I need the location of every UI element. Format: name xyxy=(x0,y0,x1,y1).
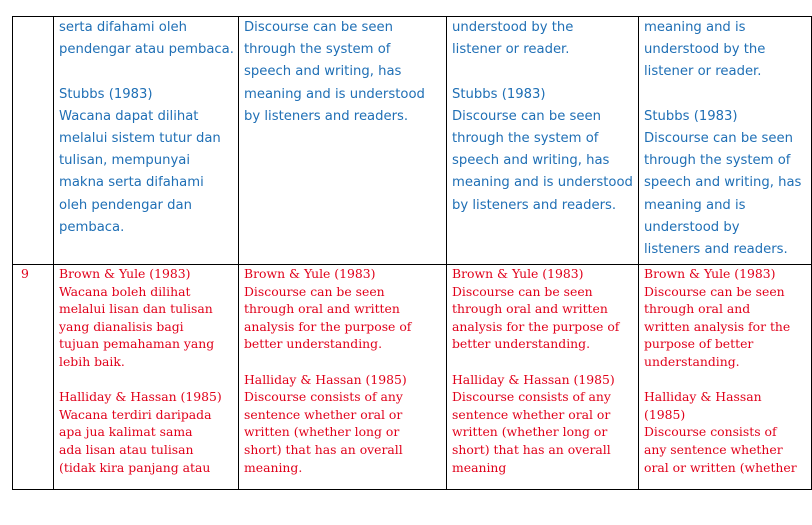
cell-text xyxy=(59,265,234,476)
cell-text xyxy=(452,17,634,217)
text-line: melalui sistem tutur dan xyxy=(59,131,221,146)
text-line: understood by the xyxy=(644,42,766,58)
text-line: Discourse can be seen xyxy=(244,283,385,299)
text-line: Discourse consists of any xyxy=(244,389,403,405)
translation-b-cell xyxy=(447,265,639,490)
text-line: serta difahami oleh xyxy=(59,20,187,35)
text-line: (tidak kira panjang atau xyxy=(59,459,211,475)
text-line: Halliday & Hassan (1985) xyxy=(59,389,222,405)
text-line: Wacana dapat dilihat xyxy=(59,108,199,124)
translation-c-cell xyxy=(639,265,812,490)
text-line: written analysis for the xyxy=(644,318,791,334)
text-line: Brown & Yule (1983) xyxy=(452,266,584,281)
table-row xyxy=(13,265,812,490)
text-line: by listeners and readers. xyxy=(244,108,409,124)
text-line: speech and writing, has xyxy=(244,64,402,80)
text-line: any sentence whether xyxy=(644,441,783,457)
text-line: written (whether long or xyxy=(452,424,608,440)
text-line: yang dianalisis bagi xyxy=(59,318,184,334)
text-line: oral or written (whether xyxy=(644,459,797,475)
text-line: Wacana terdiri daripada xyxy=(59,406,212,422)
paragraph-gap xyxy=(244,353,442,371)
malay-text-cell xyxy=(54,265,239,490)
malay-text-cell xyxy=(54,17,239,265)
cell-text xyxy=(644,17,807,261)
text-line: better understanding. xyxy=(452,336,591,352)
text-line: meaning and is understood xyxy=(244,86,425,102)
cell-text xyxy=(644,265,807,476)
text-line: meaning and is xyxy=(644,20,746,35)
text-line: understanding. xyxy=(644,353,740,369)
paragraph-gap xyxy=(644,371,807,389)
text-line: understood by the xyxy=(452,20,574,35)
text-line: tujuan pemahaman yang xyxy=(59,336,215,352)
text-line: Stubbs (1983) xyxy=(59,86,153,102)
text-line: Discourse can be seen xyxy=(644,131,793,146)
table-row xyxy=(13,17,812,265)
text-line: sentence whether oral or xyxy=(452,406,611,422)
text-line: sentence whether oral or xyxy=(244,406,403,422)
text-line: written (whether long or xyxy=(244,424,400,440)
translation-c-cell xyxy=(639,17,812,265)
text-line: melalui lisan dan tulisan xyxy=(59,301,213,317)
text-line: Stubbs (1983) xyxy=(452,86,546,102)
text-line: listeners and readers. xyxy=(644,242,788,258)
text-line: oleh pendengar dan xyxy=(59,197,192,213)
text-line: lebih baik. xyxy=(59,353,125,369)
text-line: through oral and xyxy=(644,301,751,317)
text-line: tulisan, mempunyai xyxy=(59,153,190,169)
text-line: understood by xyxy=(644,219,740,235)
text-line: Brown & Yule (1983) xyxy=(59,266,191,281)
cell-text xyxy=(244,265,442,476)
text-line: pembaca. xyxy=(59,219,125,235)
paragraph-gap xyxy=(59,61,234,83)
text-line: Halliday & Hassan (1985) xyxy=(244,371,407,387)
text-line: through the system of xyxy=(244,42,391,58)
text-line: by listeners and readers. xyxy=(452,197,617,213)
text-line: Brown & Yule (1983) xyxy=(644,266,776,281)
text-line: apa jua kalimat sama xyxy=(59,424,193,440)
text-line: meaning xyxy=(452,459,507,475)
text-line: speech and writing, has xyxy=(452,153,610,169)
text-line: speech and writing, has xyxy=(644,175,802,191)
text-line: listener or reader. xyxy=(452,42,570,58)
paragraph-gap xyxy=(452,61,634,83)
paragraph-gap xyxy=(644,84,807,106)
text-line: Halliday & Hassan xyxy=(644,389,762,405)
translation-a-cell xyxy=(239,17,447,265)
text-line: short) that has an overall xyxy=(244,441,403,457)
text-line: (1985) xyxy=(644,406,686,422)
text-line: through oral and written xyxy=(244,301,400,317)
text-line: analysis for the purpose of xyxy=(244,318,412,334)
text-line: Discourse can be seen xyxy=(244,20,393,35)
text-line: through the system of xyxy=(644,153,791,169)
text-line: meaning and is xyxy=(644,197,746,213)
text-line: Brown & Yule (1983) xyxy=(244,266,376,281)
text-line: Discourse can be seen xyxy=(644,283,785,299)
text-line: Halliday & Hassan (1985) xyxy=(452,371,615,387)
paragraph-gap xyxy=(452,353,634,371)
text-line: makna serta difahami xyxy=(59,175,204,191)
text-line: through the system of xyxy=(452,131,599,146)
cell-text xyxy=(244,17,442,128)
row-number-cell: 9 xyxy=(13,265,54,490)
translation-a-cell xyxy=(239,265,447,490)
text-line: short) that has an overall xyxy=(452,441,611,457)
cell-text xyxy=(452,265,634,476)
text-line: listener or reader. xyxy=(644,64,762,80)
text-line: Stubbs (1983) xyxy=(644,108,738,124)
text-line: better understanding. xyxy=(244,336,383,352)
text-line: meaning and is understood xyxy=(452,175,633,191)
text-line: Discourse consists of any xyxy=(452,389,611,405)
paragraph-gap xyxy=(59,371,234,389)
translation-table xyxy=(12,16,812,490)
translation-b-cell xyxy=(447,17,639,265)
text-line: Discourse can be seen xyxy=(452,108,601,124)
text-line: purpose of better xyxy=(644,336,754,352)
row-number-cell xyxy=(13,17,54,265)
text-line: pendengar atau pembaca. xyxy=(59,42,234,58)
text-line: through oral and written xyxy=(452,301,608,317)
text-line: Discourse can be seen xyxy=(452,283,593,299)
cell-text xyxy=(59,17,234,239)
text-line: ada lisan atau tulisan xyxy=(59,441,194,457)
text-line: meaning. xyxy=(244,459,303,475)
text-line: Discourse consists of xyxy=(644,424,777,440)
text-line: Wacana boleh dilihat xyxy=(59,283,191,299)
text-line: analysis for the purpose of xyxy=(452,318,620,334)
